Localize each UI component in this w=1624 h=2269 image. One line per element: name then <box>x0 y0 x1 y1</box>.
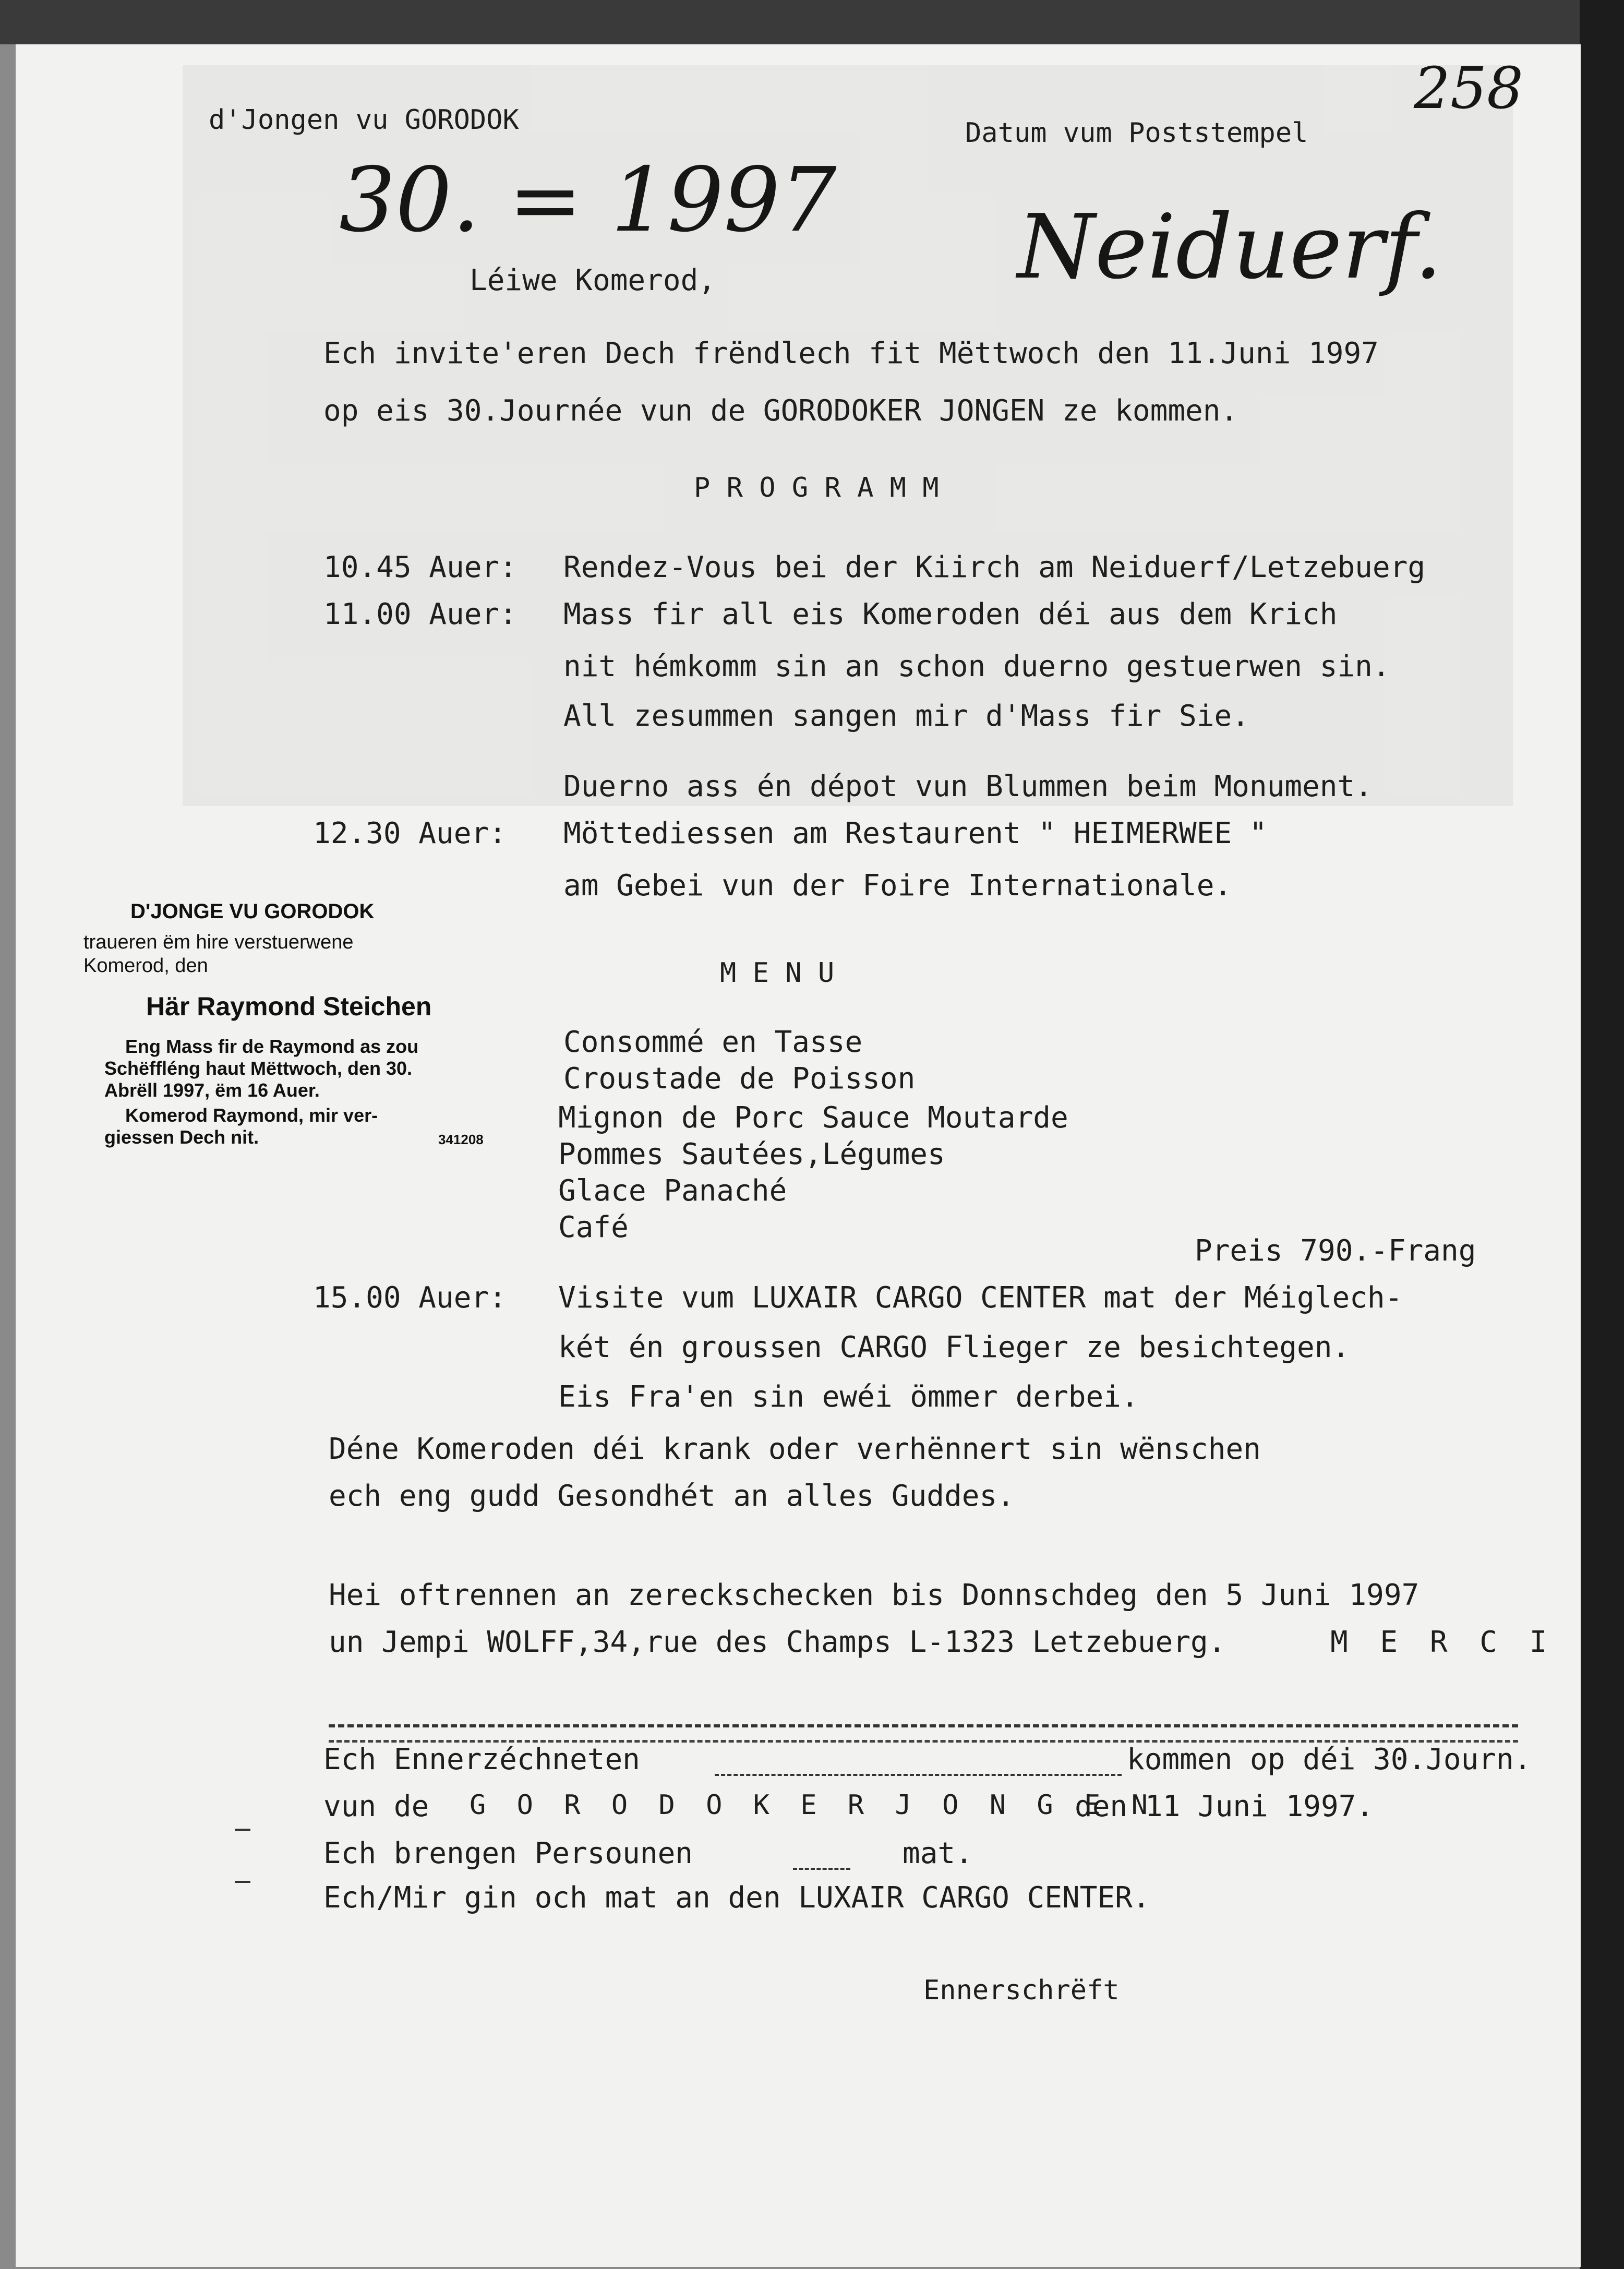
obituary-title: D'JONGE VU GORODOK <box>130 900 375 923</box>
document-page <box>16 44 1581 2267</box>
menu-heading: M E N U <box>720 957 835 989</box>
menu-item: Glace Panaché <box>558 1174 787 1208</box>
menu-item: Café <box>558 1210 629 1244</box>
form-line-3-end: mat. <box>903 1836 973 1870</box>
return-line-2: un Jempi WOLFF,34,rue des Champs L-1323 Letzebuerg. <box>329 1625 1226 1659</box>
form-line-1-start: Ech Ennerzéchneten <box>323 1743 640 1776</box>
obituary-line: Schëffléng haut Mëttwoch, den 30. <box>104 1058 413 1079</box>
intro-line-2: op eis 30.Journée vun de GORODOKER JONGEN ze kommen. <box>323 394 1238 428</box>
form-line-3-start: Ech brengen Persounen <box>323 1836 693 1870</box>
obituary-line: Eng Mass fir de Raymond as zou <box>125 1036 419 1057</box>
menu-item: Consommé en Tasse <box>563 1025 863 1059</box>
form-line-2-end: den 11 Juni 1997. <box>1075 1790 1374 1823</box>
name-blank <box>715 1774 1122 1776</box>
persons-blank <box>793 1868 850 1870</box>
time-1500: 15.00 Auer: <box>313 1281 507 1315</box>
obituary-line: Komerod Raymond, mir ver- <box>125 1105 378 1126</box>
obituary-name: Här Raymond Steichen <box>146 992 432 1021</box>
handwritten-place: Neiduerf. <box>1017 196 1442 299</box>
time-1045: 10.45 Auer: <box>323 550 517 584</box>
obituary-line: giessen Dech nit. <box>104 1126 259 1148</box>
form-line-2-start: vun de <box>323 1790 429 1823</box>
intro-line-1: Ech invite'eren Dech frëndlech fit Mëttwoch den 11.Juni 1997 <box>323 337 1379 370</box>
page-number: 258 <box>1414 55 1523 122</box>
margin-mark <box>235 1829 250 1831</box>
obituary-line: Komerod, den <box>83 955 208 977</box>
obituary-line: traueren ëm hire verstuerwene <box>83 931 354 953</box>
scan-right-edge <box>1580 0 1624 2269</box>
handwritten-date: 30. = 1997 <box>339 149 837 252</box>
program-1045-text: Rendez-Vous bei der Kiirch am Neiduerf/Letzebuerg <box>563 550 1426 584</box>
form-line-2-group: G O R O D O K E R J O N G E N <box>470 1790 1155 1821</box>
scan-top-edge <box>0 0 1624 44</box>
program-1100-line-2: nit hémkomm sin an schon duerno gestuerwen sin. <box>563 650 1390 683</box>
afternoon-line-2: két én groussen CARGO Flieger ze besichtegen. <box>558 1330 1350 1364</box>
sender: d'Jongen vu GORODOK <box>209 104 519 136</box>
obituary-ref: 341208 <box>438 1132 484 1147</box>
program-1100-line-3: All zesummen sangen mir d'Mass fir Sie. <box>563 699 1249 733</box>
time-1230: 12.30 Auer: <box>313 817 507 850</box>
greeting: Léiwe Komerod, <box>470 263 716 297</box>
margin-mark <box>235 1881 250 1883</box>
program-1230-line-1: Möttediessen am Restaurent " HEIMERWEE " <box>563 817 1267 850</box>
afternoon-line-3: Eis Fra'en sin ewéi ömmer derbei. <box>558 1380 1139 1414</box>
program-1100-line-4: Duerno ass én dépot vun Blummen beim Monument. <box>563 770 1373 803</box>
menu-item: Pommes Sautées,Légumes <box>558 1137 945 1171</box>
program-1230-line-2: am Gebei vun der Foire Internationale. <box>563 869 1232 903</box>
date-label: Datum vum Poststempel <box>965 117 1308 149</box>
menu-item: Croustade de Poisson <box>563 1062 916 1096</box>
program-heading: P R O G R A M M <box>694 472 939 503</box>
menu-price: Preis 790.-Frang <box>1195 1234 1476 1268</box>
menu-item: Mignon de Porc Sauce Moutarde <box>558 1101 1068 1135</box>
afternoon-line-1: Visite vum LUXAIR CARGO CENTER mat der Méiglech- <box>558 1281 1403 1315</box>
obituary-line: Abrëll 1997, ëm 16 Auer. <box>104 1079 320 1101</box>
form-line-1-end: kommen op déi 30.Journ. <box>1127 1743 1532 1776</box>
cut-line <box>329 1724 1518 1727</box>
time-1100: 11.00 Auer: <box>323 597 517 631</box>
return-line-1: Hei oftrennen an zereckschecken bis Donnschdeg den 5 Juni 1997 <box>329 1578 1420 1612</box>
program-1100-line-1: Mass fir all eis Komeroden déi aus dem Krich <box>563 597 1338 631</box>
wishes-line-2: ech eng gudd Gesondhét an alles Guddes. <box>329 1479 1015 1513</box>
signature-label: Ennerschrëft <box>923 1975 1120 2006</box>
merci: M E R C I <box>1330 1625 1555 1659</box>
wishes-line-1: Déne Komeroden déi krank oder verhënnert sin wënschen <box>329 1432 1261 1466</box>
form-line-4: Ech/Mir gin och mat an den LUXAIR CARGO CENTER. <box>323 1881 1150 1915</box>
